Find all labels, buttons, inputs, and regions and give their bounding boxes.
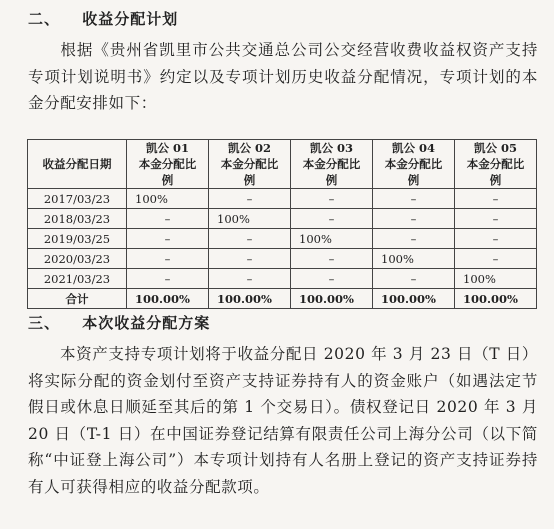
total-cell: 100.00% (373, 289, 455, 309)
table-cell: – (291, 269, 373, 289)
table-row (28, 269, 537, 289)
table-cell: – (127, 229, 209, 249)
table-header-row (28, 140, 537, 189)
total-cell: 100.00% (291, 289, 373, 309)
header-col-2: 凯公 02 本金分配比 例 (209, 140, 291, 189)
section-3-title: 本次收益分配方案 (82, 314, 211, 332)
row-date: 2018/03/23 (28, 209, 127, 229)
table-cell: – (373, 229, 455, 249)
section-2-number: 二、 (28, 10, 61, 28)
table-cell: – (127, 209, 209, 229)
table-cell: – (209, 189, 291, 209)
header-col-1: 凯公 01 本金分配比 例 (127, 140, 209, 189)
section-3-heading (0, 312, 210, 333)
table-cell: – (127, 269, 209, 289)
table-cell: – (209, 269, 291, 289)
table-cell: – (455, 189, 537, 209)
table-cell: – (455, 229, 537, 249)
table-cell: 100% (455, 269, 537, 289)
table-row (28, 209, 537, 229)
table-cell: – (291, 209, 373, 229)
table-cell: 100% (291, 229, 373, 249)
table-cell: – (209, 229, 291, 249)
section-2-paragraph (28, 37, 538, 117)
section-3-paragraph-text: 本资产支持专项计划将于收益分配日 2020 年 3 月 23 日（T 日）将实际分配的资金划付至资产支持证券持有人的资金账户（如遇法定节假日或休息日顺延至其后的第 1 个交易日）。债权登记日 2020 年 3 月 20 日（T-1 日）在中国证券登记结算有限责任公司上海分公司（以下简称“中证登上海公司”）本专项计划持有人名册上登记的资产支持证券持有人可获得相应的收益分配款项。 (28, 345, 538, 496)
section-3-number: 三、 (28, 314, 61, 332)
table-cell: – (291, 249, 373, 269)
table-cell: – (373, 189, 455, 209)
total-label: 合计 (28, 289, 127, 309)
table-cell: – (455, 249, 537, 269)
row-date: 2021/03/23 (28, 269, 127, 289)
section-2-paragraph-text: 根据《贵州省凯里市公共交通总公司公交经营收费收益权资产支持专项计划说明书》约定以及专项计划历史收益分配情况，专项计划的本金分配安排如下： (28, 41, 538, 112)
table-cell: 100% (373, 249, 455, 269)
section-2-heading (0, 8, 178, 29)
header-date: 收益分配日期 (28, 140, 127, 189)
table-row (28, 249, 537, 269)
table-row (28, 229, 537, 249)
header-col-4: 凯公 04 本金分配比 例 (373, 140, 455, 189)
principal-distribution-table (27, 139, 537, 309)
table-row (28, 189, 537, 209)
table-cell: 100% (209, 209, 291, 229)
header-col-5: 凯公 05 本金分配比 例 (455, 140, 537, 189)
row-date: 2019/03/25 (28, 229, 127, 249)
table-cell: – (291, 189, 373, 209)
table-cell: – (209, 249, 291, 269)
table-cell: – (373, 209, 455, 229)
section-3-paragraph (28, 341, 538, 500)
total-cell: 100.00% (127, 289, 209, 309)
table-cell: – (127, 249, 209, 269)
header-col-3: 凯公 03 本金分配比 例 (291, 140, 373, 189)
table-total-row (28, 289, 537, 309)
section-2-title: 收益分配计划 (82, 10, 179, 28)
table-cell: 100% (127, 189, 209, 209)
row-date: 2017/03/23 (28, 189, 127, 209)
table-cell: – (373, 269, 455, 289)
table-cell: – (455, 209, 537, 229)
row-date: 2020/03/23 (28, 249, 127, 269)
total-cell: 100.00% (209, 289, 291, 309)
total-cell: 100.00% (455, 289, 537, 309)
